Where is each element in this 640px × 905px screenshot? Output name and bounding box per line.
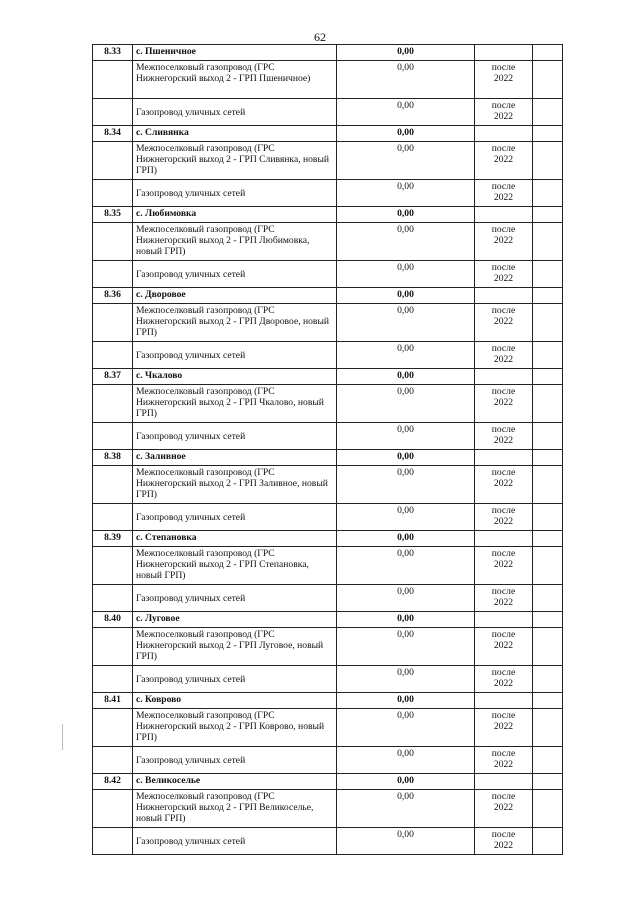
empty-cell	[533, 99, 563, 126]
term-line-1: после	[491, 343, 516, 354]
street-network-value: 0,00	[337, 342, 475, 369]
pipeline-value: 0,00	[337, 142, 475, 180]
term-line-1: после	[491, 100, 516, 111]
empty-cell	[475, 288, 533, 304]
pipeline-term	[475, 385, 533, 423]
gas-pipeline-table	[92, 44, 563, 855]
section-header-row	[93, 774, 563, 790]
village-name: с. Дворовое	[133, 288, 337, 304]
term-line-2: 2022	[493, 759, 514, 770]
section-number: 8.37	[93, 369, 133, 385]
section-total-value: 0,00	[337, 369, 475, 385]
section-total-value: 0,00	[337, 450, 475, 466]
empty-cell	[533, 628, 563, 666]
term-line-2: 2022	[493, 802, 514, 813]
section-total-value: 0,00	[337, 126, 475, 142]
section-number: 8.38	[93, 450, 133, 466]
pipeline-value: 0,00	[337, 628, 475, 666]
pipeline-value: 0,00	[337, 790, 475, 828]
empty-cell	[475, 612, 533, 628]
term-line-1: после	[491, 181, 516, 192]
street-network-value: 0,00	[337, 423, 475, 450]
empty-cell	[533, 223, 563, 261]
empty-cell	[475, 531, 533, 547]
empty-cell	[533, 504, 563, 531]
term-line-1: после	[491, 224, 516, 235]
street-network-term	[475, 828, 533, 855]
street-network-name: Газопровод уличных сетей	[133, 828, 337, 855]
village-name: с. Чкалово	[133, 369, 337, 385]
pipeline-value: 0,00	[337, 466, 475, 504]
pipeline-value: 0,00	[337, 223, 475, 261]
pipeline-term	[475, 466, 533, 504]
empty-cell	[533, 747, 563, 774]
empty-cell	[475, 369, 533, 385]
term-line-1: после	[491, 548, 516, 559]
street-network-term	[475, 180, 533, 207]
street-network-row	[93, 261, 563, 288]
scan-artifact-line	[62, 724, 63, 750]
term-line-2: 2022	[493, 478, 514, 489]
empty-cell	[533, 61, 563, 99]
empty-cell	[93, 504, 133, 531]
pipeline-name: Межпоселковый газопровод (ГРС Нижнегорский выход 2 - ГРП Великоселье, новый ГРП)	[133, 790, 337, 828]
section-header-row	[93, 450, 563, 466]
term-line-2: 2022	[493, 597, 514, 608]
term-line-2: 2022	[493, 73, 514, 84]
empty-cell	[93, 180, 133, 207]
term-line-2: 2022	[493, 192, 514, 203]
street-network-row	[93, 180, 563, 207]
pipeline-row	[93, 304, 563, 342]
street-network-value: 0,00	[337, 99, 475, 126]
term-line-2: 2022	[493, 111, 514, 122]
empty-cell	[93, 628, 133, 666]
village-name: с. Луговое	[133, 612, 337, 628]
empty-cell	[475, 774, 533, 790]
village-name: с. Сливянка	[133, 126, 337, 142]
empty-cell	[533, 790, 563, 828]
street-network-term	[475, 666, 533, 693]
empty-cell	[533, 207, 563, 223]
empty-cell	[533, 142, 563, 180]
street-network-term	[475, 747, 533, 774]
empty-cell	[533, 180, 563, 207]
street-network-term	[475, 423, 533, 450]
term-line-1: после	[491, 829, 516, 840]
pipeline-name: Межпоселковый газопровод (ГРС Нижнегорский выход 2 - ГРП Дворовое, новый ГРП)	[133, 304, 337, 342]
section-header-row	[93, 369, 563, 385]
pipeline-name: Межпоселковый газопровод (ГРС Нижнегорский выход 2 - ГРП Сливянка, новый ГРП)	[133, 142, 337, 180]
term-line-2: 2022	[493, 516, 514, 527]
term-line-2: 2022	[493, 721, 514, 732]
term-line-2: 2022	[493, 640, 514, 651]
empty-cell	[93, 261, 133, 288]
empty-cell	[533, 774, 563, 790]
pipeline-name: Межпоселковый газопровод (ГРС Нижнегорский выход 2 - ГРП Любимовка, новый ГРП)	[133, 223, 337, 261]
term-line-1: после	[491, 505, 516, 516]
pipeline-row	[93, 61, 563, 99]
empty-cell	[93, 142, 133, 180]
pipeline-term	[475, 223, 533, 261]
section-header-row	[93, 45, 563, 61]
term-line-1: после	[491, 262, 516, 273]
empty-cell	[93, 342, 133, 369]
pipeline-term	[475, 61, 533, 99]
term-line-2: 2022	[493, 397, 514, 408]
term-line-1: после	[491, 629, 516, 640]
empty-cell	[93, 585, 133, 612]
section-header-row	[93, 531, 563, 547]
street-network-row	[93, 828, 563, 855]
pipeline-value: 0,00	[337, 304, 475, 342]
empty-cell	[93, 828, 133, 855]
empty-cell	[533, 385, 563, 423]
empty-cell	[93, 709, 133, 747]
empty-cell	[533, 466, 563, 504]
pipeline-name: Межпоселковый газопровод (ГРС Нижнегорский выход 2 - ГРП Коврово, новый ГРП)	[133, 709, 337, 747]
term-line-2: 2022	[493, 559, 514, 570]
pipeline-name: Межпоселковый газопровод (ГРС Нижнегорский выход 2 - ГРП Степановка, новый ГРП)	[133, 547, 337, 585]
empty-cell	[93, 547, 133, 585]
empty-cell	[533, 585, 563, 612]
street-network-term	[475, 504, 533, 531]
term-line-1: после	[491, 386, 516, 397]
term-line-1: после	[491, 467, 516, 478]
pipeline-term	[475, 709, 533, 747]
empty-cell	[533, 126, 563, 142]
empty-cell	[93, 61, 133, 99]
pipeline-term	[475, 547, 533, 585]
pipeline-row	[93, 790, 563, 828]
section-total-value: 0,00	[337, 531, 475, 547]
street-network-name: Газопровод уличных сетей	[133, 585, 337, 612]
pipeline-row	[93, 709, 563, 747]
term-line-1: после	[491, 586, 516, 597]
empty-cell	[533, 666, 563, 693]
empty-cell	[533, 304, 563, 342]
empty-cell	[93, 747, 133, 774]
term-line-1: после	[491, 305, 516, 316]
street-network-term	[475, 342, 533, 369]
empty-cell	[533, 693, 563, 709]
term-line-2: 2022	[493, 235, 514, 246]
section-total-value: 0,00	[337, 288, 475, 304]
street-network-name: Газопровод уличных сетей	[133, 504, 337, 531]
pipeline-term	[475, 304, 533, 342]
section-total-value: 0,00	[337, 693, 475, 709]
street-network-value: 0,00	[337, 828, 475, 855]
pipeline-term	[475, 628, 533, 666]
empty-cell	[533, 369, 563, 385]
term-line-2: 2022	[493, 435, 514, 446]
term-line-2: 2022	[493, 273, 514, 284]
term-line-1: после	[491, 791, 516, 802]
empty-cell	[533, 342, 563, 369]
street-network-row	[93, 585, 563, 612]
section-header-row	[93, 126, 563, 142]
street-network-row	[93, 423, 563, 450]
street-network-value: 0,00	[337, 585, 475, 612]
village-name: с. Великоселье	[133, 774, 337, 790]
empty-cell	[93, 223, 133, 261]
term-line-1: после	[491, 143, 516, 154]
pipeline-name: Межпоселковый газопровод (ГРС Нижнегорский выход 2 - ГРП Чкалово, новый ГРП)	[133, 385, 337, 423]
village-name: с. Любимовка	[133, 207, 337, 223]
section-total-value: 0,00	[337, 612, 475, 628]
empty-cell	[475, 693, 533, 709]
street-network-row	[93, 342, 563, 369]
term-line-2: 2022	[493, 154, 514, 165]
empty-cell	[533, 261, 563, 288]
empty-cell	[93, 99, 133, 126]
empty-cell	[475, 45, 533, 61]
empty-cell	[93, 385, 133, 423]
term-line-1: после	[491, 424, 516, 435]
street-network-name: Газопровод уличных сетей	[133, 180, 337, 207]
street-network-term	[475, 99, 533, 126]
empty-cell	[533, 828, 563, 855]
empty-cell	[93, 790, 133, 828]
street-network-name: Газопровод уличных сетей	[133, 342, 337, 369]
village-name: с. Степановка	[133, 531, 337, 547]
pipeline-row	[93, 385, 563, 423]
section-total-value: 0,00	[337, 774, 475, 790]
section-number: 8.42	[93, 774, 133, 790]
empty-cell	[533, 531, 563, 547]
section-number: 8.40	[93, 612, 133, 628]
pipeline-name: Межпоселковый газопровод (ГРС Нижнегорский выход 2 - ГРП Заливное, новый ГРП)	[133, 466, 337, 504]
pipeline-row	[93, 142, 563, 180]
empty-cell	[93, 423, 133, 450]
pipeline-name: Межпоселковый газопровод (ГРС Нижнегорский выход 2 - ГРП Луговое, новый ГРП)	[133, 628, 337, 666]
empty-cell	[475, 450, 533, 466]
section-header-row	[93, 693, 563, 709]
empty-cell	[475, 126, 533, 142]
page-number: 62	[314, 30, 326, 44]
section-header-row	[93, 288, 563, 304]
pipeline-row	[93, 466, 563, 504]
empty-cell	[533, 612, 563, 628]
term-line-2: 2022	[493, 678, 514, 689]
empty-cell	[93, 466, 133, 504]
section-total-value: 0,00	[337, 45, 475, 61]
street-network-value: 0,00	[337, 504, 475, 531]
pipeline-row	[93, 223, 563, 261]
pipeline-value: 0,00	[337, 385, 475, 423]
section-header-row	[93, 612, 563, 628]
pipeline-value: 0,00	[337, 61, 475, 99]
term-line-1: после	[491, 667, 516, 678]
term-line-2: 2022	[493, 354, 514, 365]
section-header-row	[93, 207, 563, 223]
empty-cell	[533, 45, 563, 61]
street-network-row	[93, 99, 563, 126]
street-network-name: Газопровод уличных сетей	[133, 747, 337, 774]
street-network-row	[93, 504, 563, 531]
pipeline-row	[93, 628, 563, 666]
street-network-name: Газопровод уличных сетей	[133, 666, 337, 693]
empty-cell	[533, 709, 563, 747]
term-line-2: 2022	[493, 840, 514, 851]
section-number: 8.35	[93, 207, 133, 223]
street-network-term	[475, 261, 533, 288]
empty-cell	[533, 288, 563, 304]
term-line-2: 2022	[493, 316, 514, 327]
street-network-value: 0,00	[337, 747, 475, 774]
term-line-1: после	[491, 62, 516, 73]
street-network-name: Газопровод уличных сетей	[133, 423, 337, 450]
empty-cell	[93, 304, 133, 342]
pipeline-term	[475, 790, 533, 828]
pipeline-row	[93, 547, 563, 585]
section-total-value: 0,00	[337, 207, 475, 223]
street-network-value: 0,00	[337, 666, 475, 693]
street-network-value: 0,00	[337, 180, 475, 207]
pipeline-name: Межпоселковый газопровод (ГРС Нижнегорский выход 2 - ГРП Пшеничное)	[133, 61, 337, 99]
village-name: с. Пшеничное	[133, 45, 337, 61]
section-number: 8.36	[93, 288, 133, 304]
term-line-1: после	[491, 710, 516, 721]
term-line-1: после	[491, 748, 516, 759]
section-number: 8.41	[93, 693, 133, 709]
street-network-term	[475, 585, 533, 612]
section-number: 8.33	[93, 45, 133, 61]
empty-cell	[533, 423, 563, 450]
village-name: с. Заливное	[133, 450, 337, 466]
pipeline-value: 0,00	[337, 547, 475, 585]
street-network-name: Газопровод уличных сетей	[133, 99, 337, 126]
empty-cell	[533, 450, 563, 466]
village-name: с. Коврово	[133, 693, 337, 709]
empty-cell	[533, 547, 563, 585]
table-body	[93, 45, 563, 855]
section-number: 8.34	[93, 126, 133, 142]
street-network-name: Газопровод уличных сетей	[133, 261, 337, 288]
street-network-row	[93, 747, 563, 774]
empty-cell	[93, 666, 133, 693]
street-network-value: 0,00	[337, 261, 475, 288]
pipeline-value: 0,00	[337, 709, 475, 747]
pipeline-term	[475, 142, 533, 180]
street-network-row	[93, 666, 563, 693]
empty-cell	[475, 207, 533, 223]
section-number: 8.39	[93, 531, 133, 547]
